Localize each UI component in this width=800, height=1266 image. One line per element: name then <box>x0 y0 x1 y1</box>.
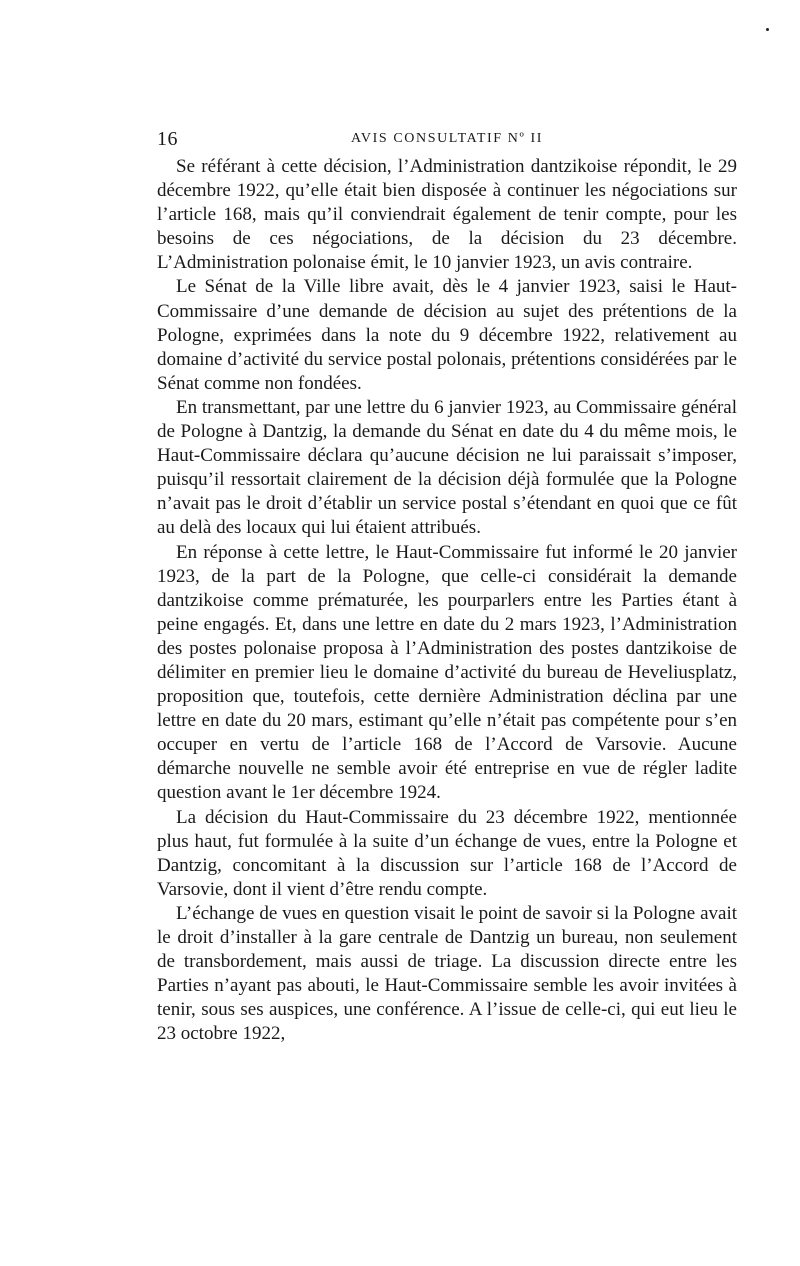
paragraph: La décision du Haut-Commissaire du 23 décembre 1922, mentionnée plus haut, fut formulée à la suite d’un échange de vues, entre la Pologne et Dantzig, concomitant à la discussion sur l’article 168 de l’Accord de Varsovie, dont il vient d’être rendu compte. <box>157 806 737 900</box>
paragraph: Le Sénat de la Ville libre avait, dès le 4 janvier 1923, saisi le Haut-Commissaire d’une demande de décision au sujet des prétentions de la Pologne, exprimées dans la note du 9 décembre 1922, relativement au domaine d’activité du service postal polonais, prétentions considérées par le Sénat comme non fondées. <box>157 276 737 394</box>
scan-speck <box>766 28 769 31</box>
body-text <box>157 155 737 1046</box>
paragraph: Se référant à cette décision, l’Administration dantzikoise répondit, le 29 décembre 1922, qu’elle était bien disposée à continuer les négociations sur l’article 168, mais qu’il conviendrait également de tenir compte, pour les besoins de ces négociations, de la décision du 23 décembre. L’Administration polonaise émit, le 10 janvier 1923, un avis contraire. <box>157 156 737 274</box>
running-head: AVIS CONSULTATIF Nº II <box>350 131 544 146</box>
paragraph: L’échange de vues en question visait le point de savoir si la Pologne avait le droit d’installer à la gare centrale de Dantzig un bureau, non seulement de transbordement, mais aussi de triage. La discussion directe entre les Parties n’ayant pas abouti, le Haut-Commissaire semble les avoir invitées à tenir, sous ses auspices, une conférence. A l’issue de celle-ci, qui eut lieu le 23 octobre 1922, <box>157 902 737 1045</box>
page-number: 16 <box>157 128 178 150</box>
page-header <box>157 128 737 154</box>
paragraph: En transmettant, par une lettre du 6 janvier 1923, au Commissaire général de Pologne à Dantzig, la demande du Sénat en date du 4 du même mois, le Haut-Commissaire déclara qu’aucune décision ne lui paraissait s’imposer, puisqu’il ressortait clairement de la décision déjà formulée que la Pologne n’avait pas le droit d’établir un service postal s’étendant en quoi que ce fût au delà des locaux qui lui étaient attribués. <box>157 396 737 539</box>
paragraph: En réponse à cette lettre, le Haut-Commissaire fut informé le 20 janvier 1923, de la part de la Pologne, que celle-ci considérait la demande dantzikoise comme prématurée, les pourparlers entre les Parties étant à peine engagés. Et, dans une lettre en date du 2 mars 1923, l’Administration des postes polonaise proposa à l’Administration des postes dantzikoise de délimiter en premier lieu le domaine d’activité du bureau de Heveliusplatz, proposition que, toutefois, cette dernière Administration déclina par une lettre en date du 20 mars, estimant qu’elle n’était pas compétente pour s’en occuper en vertu de l’article 168 de l’Accord de Varsovie. Aucune démarche nouvelle ne semble avoir été entreprise en vue de régler ladite question avant le 1er décembre 1924. <box>157 541 737 804</box>
